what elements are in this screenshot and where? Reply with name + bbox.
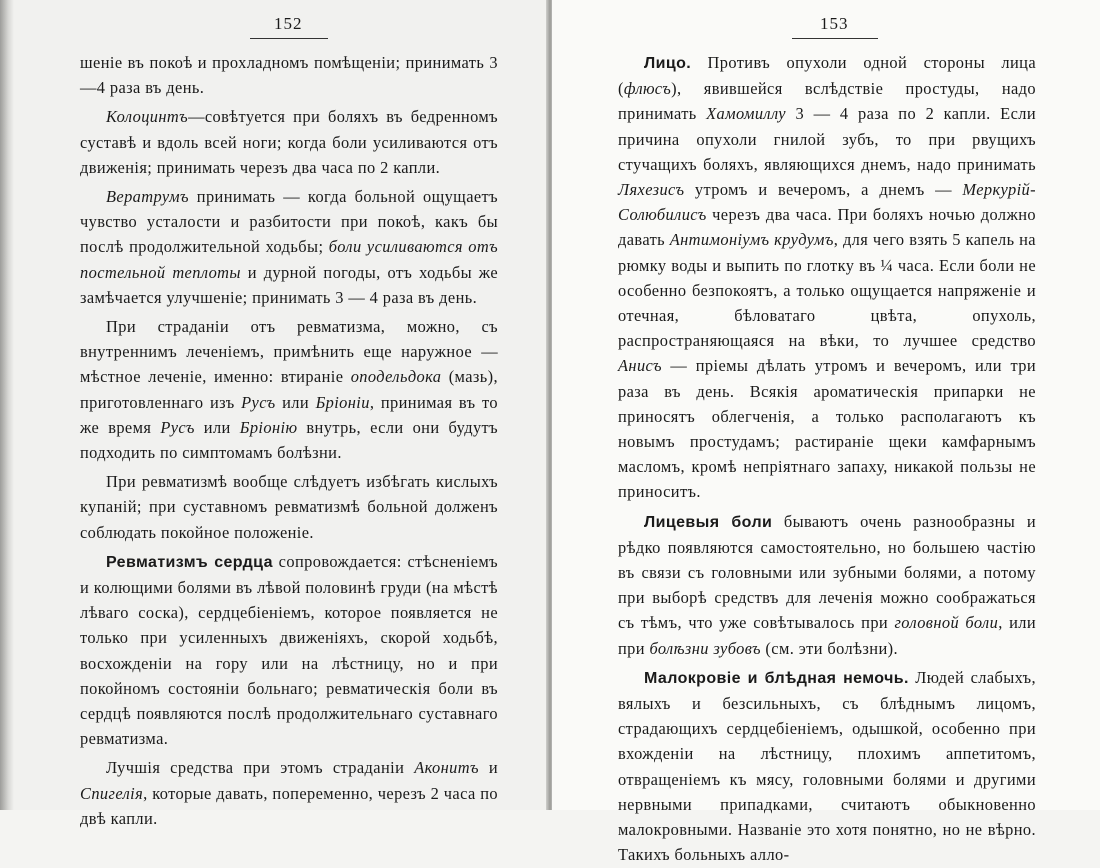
paragraph: При ревматизмѣ вообще слѣдуетъ избѣгать кислыхъ купаній; при суставномъ ревматизмѣ больной долженъ соблюдать покойное положеніе. [80, 472, 498, 542]
remedy-term: Ляхезисъ [618, 180, 685, 200]
paragraph-text: Лучшія средства при этомъ страданіи [106, 758, 415, 778]
right-page-body [618, 50, 1036, 868]
remedy-term: Бріоніи [315, 392, 370, 412]
paragraph-text: ), явившейся вслѣдствіе простуды, надо принимать [618, 79, 1036, 124]
section-heading: Малокровіе и блѣдная немочь. [644, 669, 909, 687]
paragraph-text: Противъ опухоли одной стороны лица ( [618, 53, 1036, 99]
page-edge-shadow [0, 0, 14, 810]
paragraph [618, 665, 1036, 868]
paragraph-text: 3 — 4 раза по 2 капли. Если причина опухоли гнилой зубъ, то при рвущихъ стучащихъ боляхъ, являющихся днемъ, надо принимать [618, 104, 1036, 174]
paragraph-text: или [194, 417, 240, 437]
cross-reference: головной боли [894, 613, 999, 633]
remedy-term: оподельдока [350, 367, 442, 387]
paragraph-text: —совѣтуется при боляхъ въ бедренномъ суставѣ и вдоль всей ноги; когда боли усиливаются отъ движенія; принимать черезъ два часа по 2 капли. [80, 107, 498, 177]
paragraph [80, 549, 498, 752]
paragraph-text: , принимая въ то же время [80, 392, 498, 437]
paragraph-text: , для чего взять 5 капель на рюмку воды и выпить по глотку въ ¼ часа. Если боли не особенно безпокоятъ, а только ощущается напряженіе и отечная, бѣловатаго цвѣта, опухоль, распространяющаяся на вѣки, то лучшее средство [618, 230, 1036, 351]
paragraph-text: или [275, 392, 316, 412]
cross-reference: болѣзни зубовъ [649, 638, 761, 658]
remedy-term: Бріонію [239, 417, 298, 437]
remedy-term: Меркурій-Солюбилисъ [618, 180, 1036, 225]
paragraph [618, 509, 1036, 661]
header-rule [792, 38, 878, 39]
remedy-term: Русъ [160, 417, 195, 437]
remedy-term: Вератрумъ [106, 187, 189, 207]
paragraph [618, 50, 1036, 505]
paragraph-text: утромъ и вечеромъ, а днемъ — [684, 180, 963, 200]
paragraph-text: (см. эти болѣзни). [760, 638, 898, 658]
paragraph-text: , которые давать, попеременно, черезъ 2 часа по двѣ капли. [80, 783, 498, 828]
paragraph-text: внутрь, если они будутъ подходить по симптомамъ болѣзни. [80, 417, 498, 463]
remedy-term: Русъ [241, 392, 276, 412]
remedy-term: Спигелія [80, 783, 144, 803]
section-heading: Лицо. [644, 55, 692, 72]
paragraph-text: принимать — когда больной ощущаетъ чувство усталости и разбитости при покоѣ, какъ бы послѣ продолжительной ходьбы; [80, 187, 498, 257]
remedy-term: Анисъ [618, 356, 662, 376]
right-page [552, 0, 1100, 865]
paragraph-text: — пріемы дѣлать утромъ и вечеромъ, или три раза въ день. Всякія ароматическія припарки не приносятъ облегченія, а только располагаютъ къ новымъ простудамъ; растираніе щеки камфарнымъ масломъ, кромѣ непріятнаго запаху, никакой пользы не приноситъ. [618, 356, 1036, 502]
remedy-term: Колоцинтъ [106, 107, 189, 127]
paragraph [80, 104, 498, 180]
page-number: 153 [820, 14, 849, 33]
paragraph-text: сопровождается: стѣсненіемъ и колющими болями въ лѣвой половинѣ груди (на мѣстѣ лѣваго соска), сердцебіеніемъ, которое появляется не только при усиленныхъ движеніяхъ, скорой ходьбѣ, восхожденіи на гору или на лѣстницу, но и при покойномъ состояніи больнаго; ревматическія боли въ сердцѣ появляются послѣ продолжительнаго суставнаго ревматизма. [80, 551, 498, 749]
paragraph-text: (мазь), приготовленнаго изъ [80, 367, 498, 412]
emphasis-text: боли усиливаются отъ постельной теплоты [80, 237, 498, 282]
remedy-term: Хамомиллу [706, 104, 786, 124]
paragraph: шеніе въ покоѣ и прохладномъ помѣщеніи; принимать 3—4 раза въ день. [80, 53, 498, 98]
section-heading: Ревматизмъ сердца [106, 553, 273, 571]
left-page-body [80, 50, 498, 831]
section-heading: Лицевыя боли [644, 513, 773, 531]
paragraph-text: и дурной погоды, отъ ходьбы же замѣчается улучшеніе; принимать 3 — 4 раза въ день. [80, 262, 498, 307]
paragraph [80, 755, 498, 831]
paragraph-text: При страданіи отъ ревматизма, можно, съ внутреннимъ леченіемъ, примѣнить еще наружное — мѣстное леченіе, именно: втираніе [80, 317, 498, 387]
header-rule [250, 38, 328, 39]
page-number: 152 [274, 14, 303, 33]
remedy-term: Аконитъ [414, 758, 479, 778]
remedy-term: флюсъ [623, 79, 672, 99]
remedy-term: Антимоніумъ крудумъ [669, 230, 834, 250]
paragraph-text: , или при [618, 613, 1036, 658]
paragraph-text: и [478, 758, 499, 778]
paragraph-text: Людей слабыхъ, вялыхъ и безсильныхъ, съ блѣднымъ лицомъ, страдающихъ сердцебіеніемъ, одышкой, особенно при вхожденіи на лѣстницу, плохимъ аппетитомъ, отвращеніемъ къ мясу, головными болями и другими нервными припадками, считаютъ обыкновенно малокровными. Названіе это хотя понятно, но не вѣрно. Такихъ больныхъ алло- [618, 667, 1036, 865]
paragraph [80, 314, 498, 465]
paragraph-text: черезъ два часа. При боляхъ ночью должно давать [618, 205, 1036, 250]
paragraph-text: бываютъ очень разнообразны и рѣдко появляются самостоятельно, но большею частію въ связи съ головными или зубными болями, а потому при выборѣ средствъ для леченія можно соображаться съ тѣмъ, что уже совѣтывалось при [618, 511, 1036, 633]
left-page [0, 0, 548, 828]
paragraph [80, 184, 498, 310]
